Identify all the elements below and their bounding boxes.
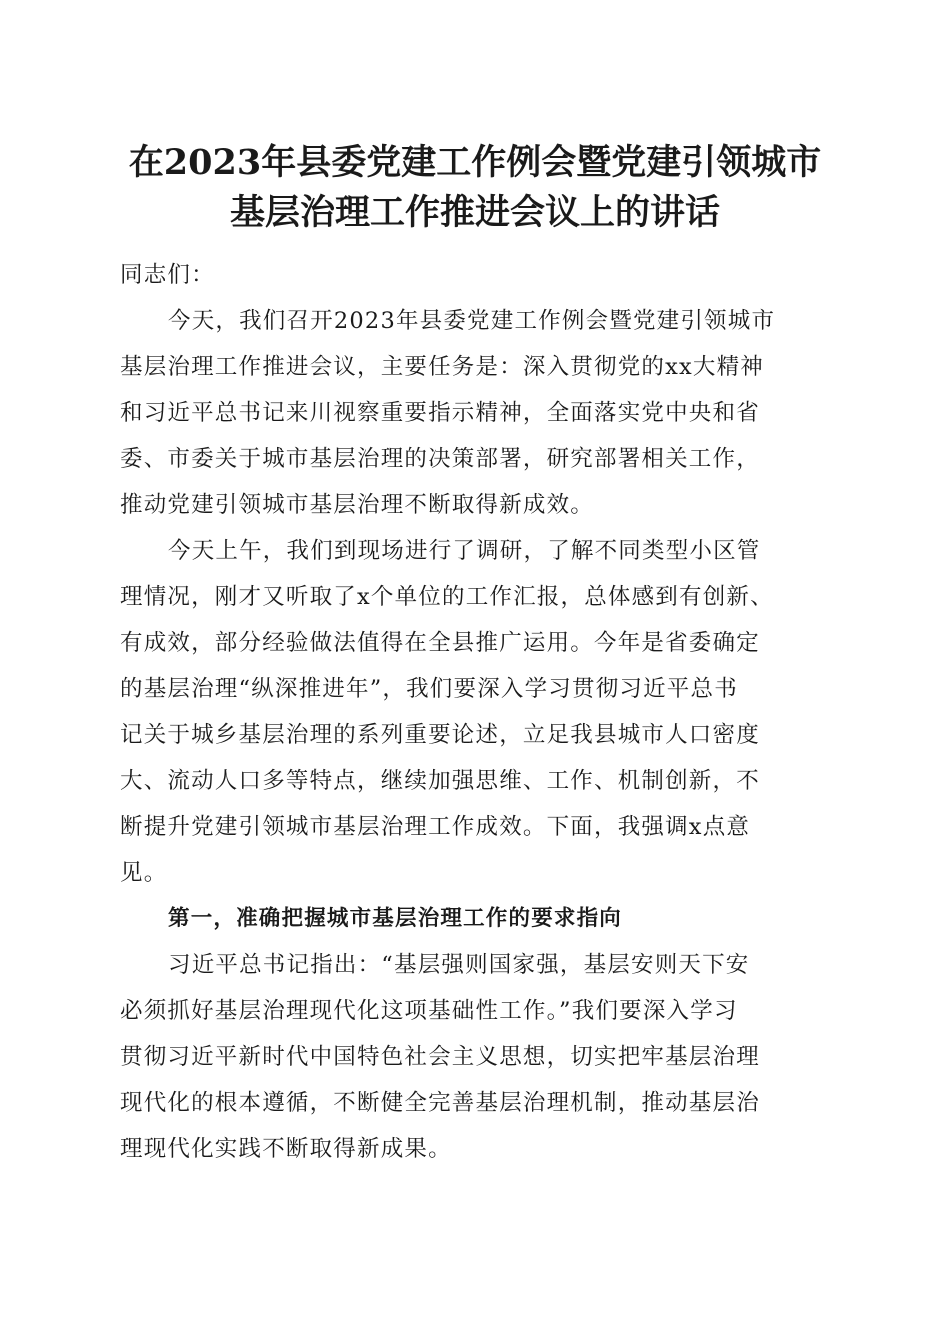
paragraph-line: 今天上午，我们到现场进行了调研，了解不同类型小区管 [168,538,761,564]
paragraph-line: 见。 [120,860,168,886]
paragraph-line: 和习近平总书记来川视察重要指示精神，全面落实党中央和省 [120,400,760,426]
title-line: 基层治理工作推进会议上的讲话 [229,192,720,233]
paragraph-line: 理情况，刚才又听取了x个单位的工作汇报，总体感到有创新、 [120,584,774,610]
section-heading: 第一，准确把握城市基层治理工作的要求指向 [168,906,623,931]
paragraph-line: 今天，我们召开2023年县委党建工作例会暨党建引领城市 [168,308,776,334]
paragraph-line: 现代化的根本遵循，不断健全完善基层治理机制，推动基层治 [120,1090,760,1116]
paragraph-line: 习近平总书记指出：“基层强则国家强，基层安则天下安 [168,952,750,978]
paragraph-line: 推动党建引领城市基层治理不断取得新成效。 [120,492,595,518]
title-line: 在2023年县委党建工作例会暨党建引领城市 [128,142,822,183]
paragraph-1 [120,298,832,528]
paragraph-line: 委、市委关于城市基层治理的决策部署，研究部署相关工作， [120,446,760,472]
paragraph-line: 必须抓好基层治理现代化这项基础性工作。”我们要深入学习 [120,998,738,1024]
paragraph-line: 理现代化实践不断取得新成果。 [120,1136,452,1162]
paragraph-line: 贯彻习近平新时代中国特色社会主义思想，切实把牢基层治理 [120,1044,760,1070]
salutation: 同志们： [120,262,215,288]
document-title [80,138,870,238]
paragraph-3 [120,942,832,1172]
paragraph-line: 基层治理工作推进会议，主要任务是：深入贯彻党的xx大精神 [120,354,764,380]
paragraph-line: 记关于城乡基层治理的系列重要论述，立足我县城市人口密度 [120,722,760,748]
paragraph-line: 有成效，部分经验做法值得在全县推广运用。今年是省委确定 [120,630,760,656]
paragraph-2 [120,528,832,896]
paragraph-line: 断提升党建引领城市基层治理工作成效。下面，我强调x点意 [120,814,751,840]
document-body [120,252,832,1172]
paragraph-line: 大、流动人口多等特点，继续加强思维、工作、机制创新，不 [120,768,760,794]
paragraph-line: 的基层治理“纵深推进年”，我们要深入学习贯彻习近平总书 [120,676,738,702]
